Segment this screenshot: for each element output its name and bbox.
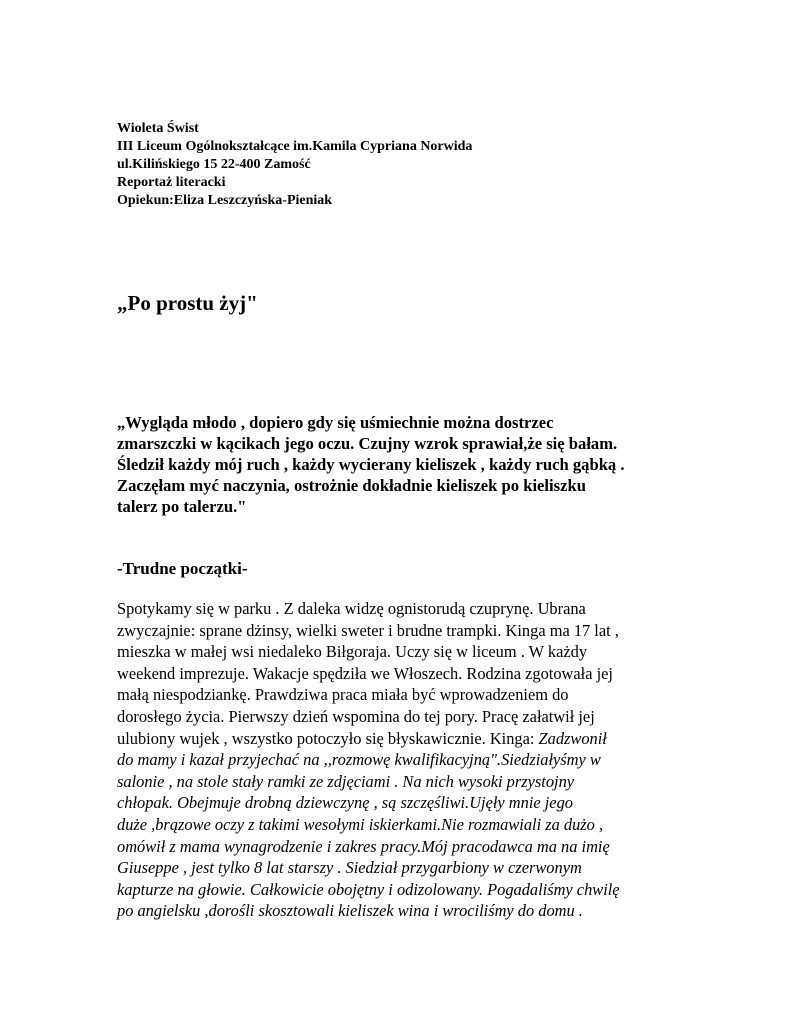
body-line: mieszka w małej wsi niedaleko Biłgoraja. Uczy się w liceum . W każdy [117, 642, 588, 662]
opening-quote [117, 412, 697, 517]
school-address: ul.Kilińskiego 15 22-400 Zamość [117, 157, 311, 172]
body-line [117, 728, 717, 750]
body-line-italic: kapturze na głowie. Całkowicie obojętny i odizolowany. Pogadaliśmy chwilę [117, 879, 620, 899]
tutor-label: Opiekun:Eliza Leszczyńska-Pieniak [117, 193, 333, 208]
genre-label: Reportaż literacki [117, 175, 226, 190]
body-line-italic: po angielsku ,dorośli skosztowali kieliszek wina i wrociliśmy do domu . [117, 901, 583, 921]
body-line-italic-text: Zadzwonił [538, 728, 607, 748]
body-line: zwyczajnie: sprane dżinsy, wielki sweter i brudne trampki. Kinga ma 17 lat , [117, 620, 619, 640]
body-line: Spotykamy się w parku . Z daleka widzę ognistorudą czuprynę. Ubrana [117, 599, 586, 618]
body-line-italic: duże ,brązowe oczy z takimi wesołymi iskierkami.Nie rozmawiali za dużo , [117, 814, 604, 834]
body-paragraph [117, 598, 717, 922]
school-name: III Liceum Ogólnokształcące im.Kamila Cypriana Norwida [117, 139, 473, 154]
body-line-italic: omówił z mama wynagrodzenie i zakres pracy.Mój pracodawca ma na imię [117, 836, 610, 856]
document-title: „Po prostu żyj" [117, 291, 258, 315]
quote-line: „Wygląda młodo , dopiero gdy się uśmiechnie można dostrzec [117, 413, 554, 432]
quote-line: talerz po talerzu." [117, 497, 247, 516]
section-heading: -Trudne początki- [117, 559, 248, 578]
body-line: małą niespodziankę. Prawdziwa praca miała być wprowadzeniem do [117, 685, 569, 705]
body-line: weekend imprezuje. Wakacje spędziła we Włoszech. Rodzina zgotowała jej [117, 663, 613, 683]
body-line: dorosłego życia. Pierwszy dzień wspomina do tej pory. Pracę załatwił jej [117, 706, 595, 726]
body-line-italic: do mamy i kazał przyjechać na ,,rozmowę kwalifikacyjną".Siedziałyśmy w [117, 750, 601, 770]
body-line-italic: chłopak. Obejmuje drobną dziewczynę , są szczęśliwi.Ujęły mnie jego [117, 793, 573, 813]
body-line-italic: Giuseppe , jest tylko 8 lat starszy . Siedział przygarbiony w czerwonym [117, 858, 582, 878]
quote-line: zmarszczki w kącikach jego oczu. Czujny wzrok sprawiał,że się bałam. [117, 434, 618, 453]
quote-line: Zaczęłam myć naczynia, ostrożnie dokładnie kieliszek po kieliszku [117, 476, 586, 495]
author-name: Wioleta Świst [117, 121, 199, 136]
body-line-text: ulubiony wujek , wszystko potoczyło się błyskawicznie. Kinga: [117, 728, 539, 748]
document-header [117, 120, 472, 210]
quote-line: Śledził każdy mój ruch , każdy wycierany kieliszek , każdy ruch gąbką . [117, 455, 625, 474]
body-line-italic: salonie , na stole stały ramki ze zdjęciami . Na nich wysoki przystojny [117, 771, 575, 791]
